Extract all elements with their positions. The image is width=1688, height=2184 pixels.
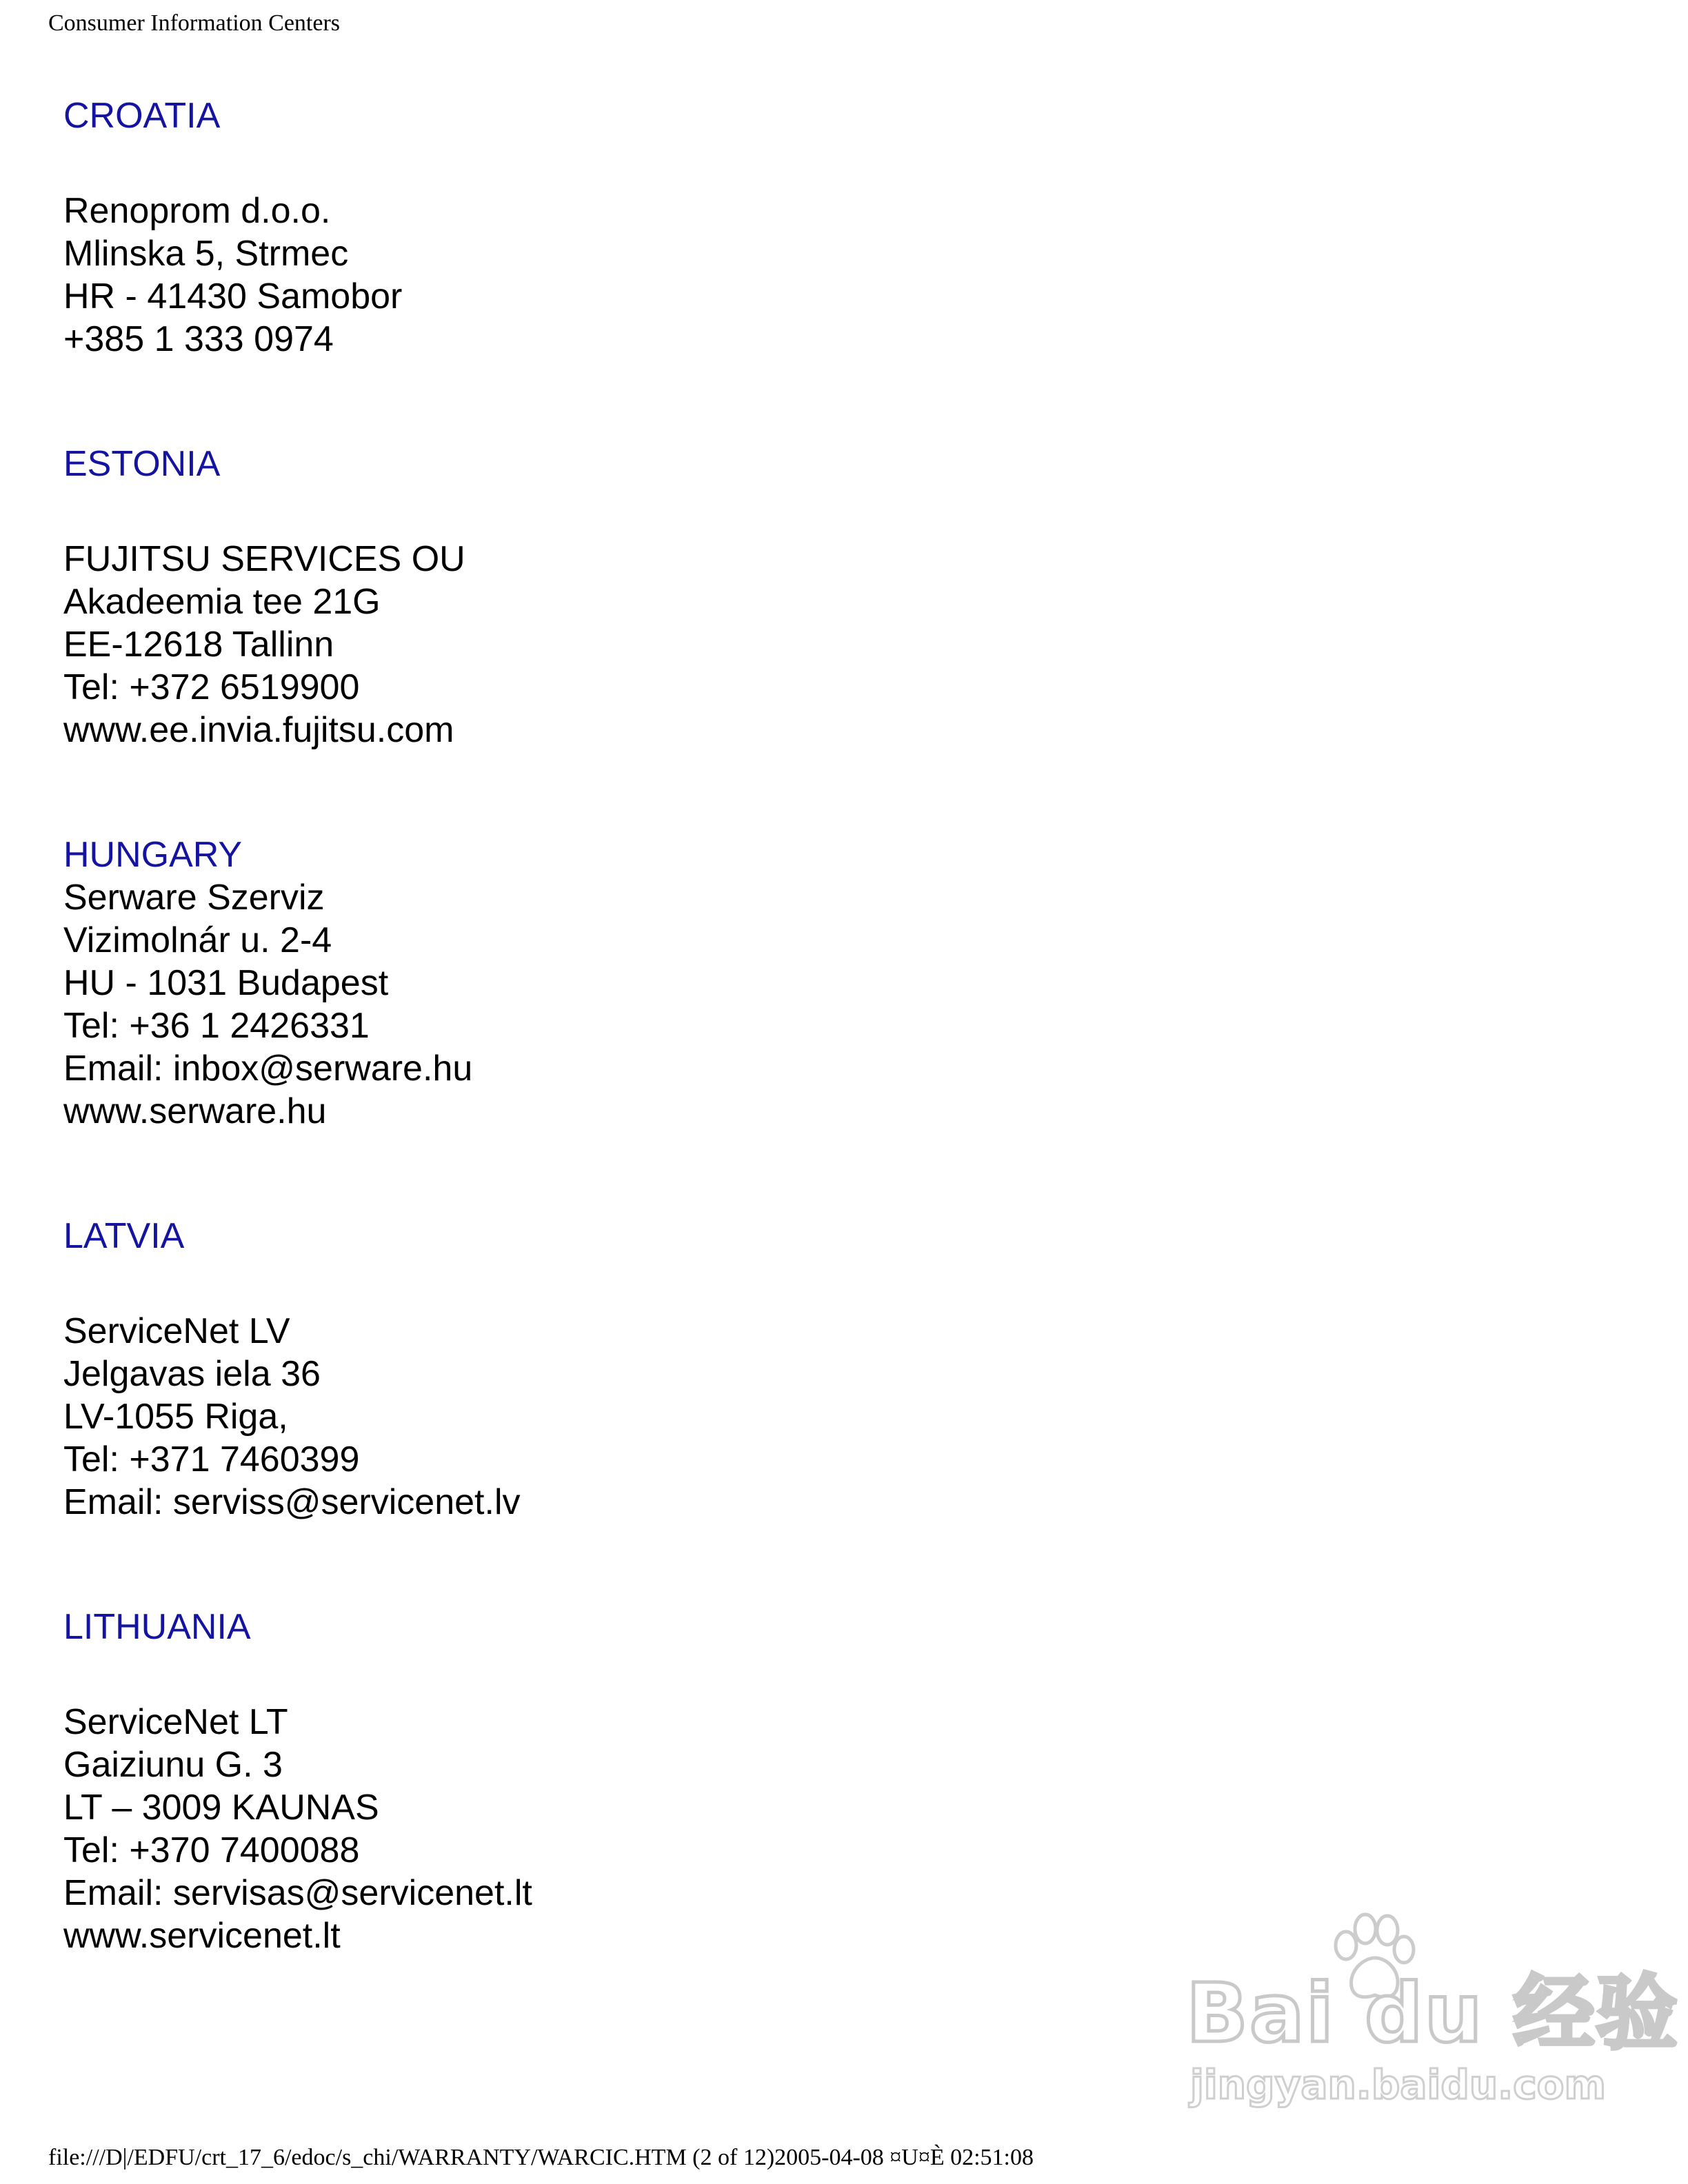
address-block-croatia — [63, 190, 402, 361]
address-line: Tel: +36 1 2426331 — [63, 1006, 370, 1046]
country-heading-croatia: CROATIA — [63, 96, 221, 136]
country-heading-latvia: LATVIA — [63, 1216, 185, 1256]
country-heading-lithuania: LITHUANIA — [63, 1607, 251, 1647]
address-line: Gaiziunu G. 3 — [63, 1745, 283, 1785]
address-line: Serware Szerviz — [63, 878, 325, 918]
address-line: Jelgavas iela 36 — [63, 1354, 321, 1394]
address-line: LT – 3009 KAUNAS — [63, 1788, 379, 1828]
address-line: Email: inbox@serware.hu — [63, 1049, 473, 1089]
address-line: Email: serviss@servicenet.lv — [63, 1482, 521, 1522]
address-line: Tel: +371 7460399 — [63, 1439, 360, 1479]
address-line: www.ee.invia.fujitsu.com — [63, 710, 454, 750]
address-block-lithuania — [63, 1701, 532, 1957]
address-line: www.serware.hu — [63, 1091, 327, 1131]
address-line: www.servicenet.lt — [63, 1916, 341, 1956]
address-line: ServiceNet LV — [63, 1311, 290, 1351]
address-line: Vizimolnár u. 2-4 — [63, 920, 332, 960]
page-header: Consumer Information Centers — [48, 10, 341, 36]
address-block-latvia — [63, 1310, 521, 1524]
address-line: +385 1 333 0974 — [63, 319, 334, 359]
address-line: EE-12618 Tallinn — [63, 625, 334, 665]
address-block-estonia — [63, 538, 465, 751]
country-heading-estonia: ESTONIA — [63, 444, 221, 484]
baidu-watermark — [1186, 1910, 1679, 2116]
address-line: Tel: +370 7400088 — [63, 1830, 360, 1870]
address-line: Tel: +372 6519900 — [63, 667, 360, 707]
address-line: HU - 1031 Budapest — [63, 963, 389, 1003]
address-line: FUJITSU SERVICES OU — [63, 539, 465, 579]
address-line: Email: servisas@servicenet.lt — [63, 1873, 532, 1913]
address-line: Akadeemia tee 21G — [63, 582, 381, 622]
watermark-url: jingyan.baidu.com — [1190, 2061, 1606, 2108]
address-line: Mlinska 5, Strmec — [63, 234, 349, 274]
country-heading-hungary: HUNGARY — [63, 835, 243, 875]
page-footer: file:///D|/EDFU/crt_17_6/edoc/s_chi/WARRANTY/WARCIC.HTM (2 of 12)2005-04-08 ¤U¤È 02:51:08 — [48, 2145, 1034, 2170]
address-line: Renoprom d.o.o. — [63, 191, 331, 231]
address-line: HR - 41430 Samobor — [63, 276, 403, 316]
address-line: LV-1055 Riga, — [63, 1397, 288, 1437]
address-block-hungary — [63, 876, 472, 1133]
watermark-brand: Bai du 经验 — [1186, 1965, 1679, 2061]
address-line: ServiceNet LT — [63, 1702, 288, 1742]
